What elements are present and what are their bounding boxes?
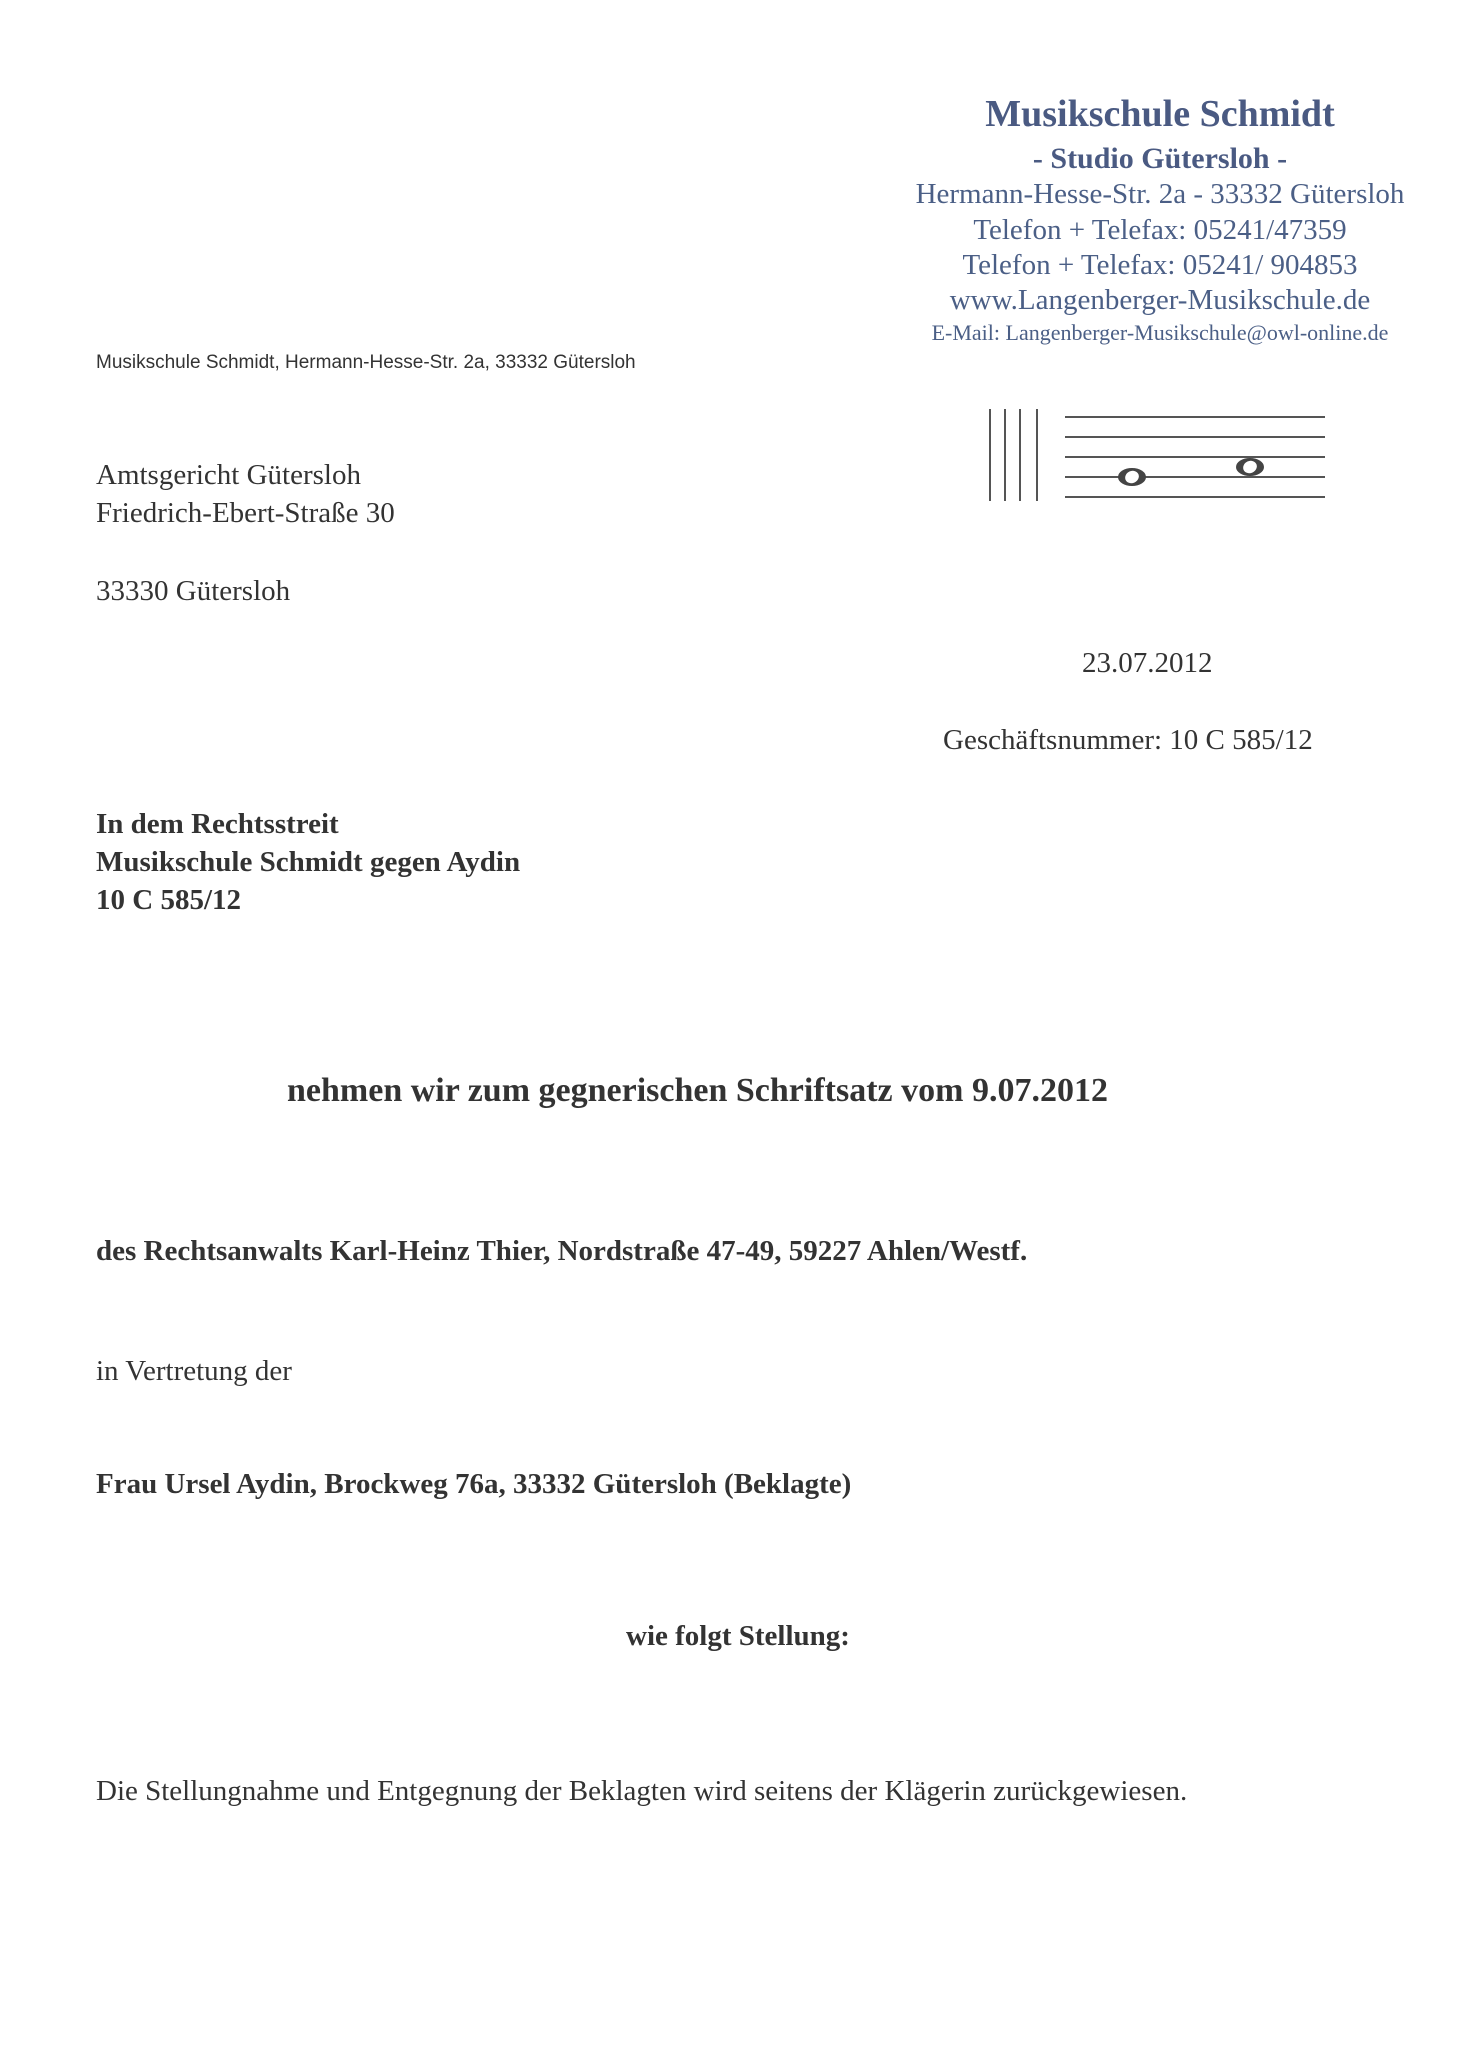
recipient-city: 33330 Gütersloh — [96, 575, 291, 607]
subject-line-3: 10 C 585/12 — [96, 884, 241, 916]
music-staff-icon — [985, 405, 1330, 505]
body-final-paragraph: Die Stellungnahme und Entgegnung der Beklagten wird seitens der Klägerin zurückgewiesen. — [96, 1775, 1188, 1807]
website: www.Langenberger-Musikschule.de — [949, 284, 1371, 316]
body-defendant-line: Frau Ursel Aydin, Brockweg 76a, 33332 Gütersloh (Beklagte) — [96, 1468, 852, 1500]
email: E-Mail: Langenberger-Musikschule@owl-online.de — [931, 320, 1389, 345]
subject-line-1: In dem Rechtsstreit — [96, 808, 339, 840]
body-stellung: wie folgt Stellung: — [626, 1620, 850, 1652]
body-statement-heading: nehmen wir zum gegnerischen Schriftsatz vom 9.07.2012 — [287, 1072, 1108, 1109]
recipient-street: Friedrich-Ebert-Straße 30 — [96, 497, 395, 529]
subject-line-2: Musikschule Schmidt gegen Aydin — [96, 846, 521, 878]
school-name: Musikschule Schmidt — [985, 93, 1335, 135]
body-representation: in Vertretung der — [96, 1355, 292, 1387]
recipient-name: Amtsgericht Gütersloh — [96, 459, 361, 491]
case-number: Geschäftsnummer: 10 C 585/12 — [943, 724, 1313, 756]
studio-name: - Studio Gütersloh - — [1032, 142, 1288, 175]
school-address: Hermann-Hesse-Str. 2a - 33332 Gütersloh — [915, 178, 1405, 210]
phone-line-1: Telefon + Telefax: 05241/47359 — [973, 214, 1347, 246]
sender-return-address: Musikschule Schmidt, Hermann-Hesse-Str. 2a, 33332 Gütersloh — [96, 352, 636, 373]
phone-line-2: Telefon + Telefax: 05241/ 904853 — [962, 249, 1358, 281]
letter-date: 23.07.2012 — [1082, 647, 1213, 679]
body-lawyer-line: des Rechtsanwalts Karl-Heinz Thier, Nordstraße 47-49, 59227 Ahlen/Westf. — [96, 1235, 1028, 1267]
